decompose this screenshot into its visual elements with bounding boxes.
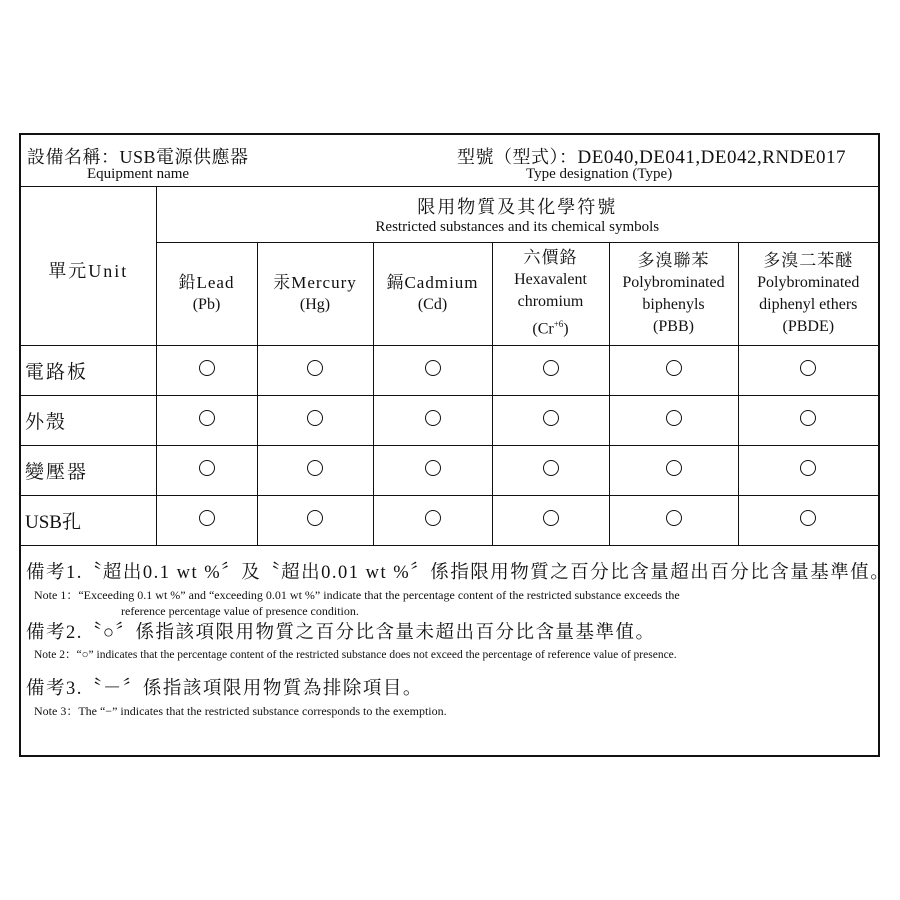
mark-cell xyxy=(257,395,373,445)
substance-name: 鉛Lead xyxy=(178,272,235,292)
type-label: 型號（型式）： xyxy=(457,147,578,167)
substance-mercury xyxy=(257,242,373,345)
substance-table xyxy=(21,187,878,546)
circle-mark-icon xyxy=(800,460,816,476)
mark-cell xyxy=(492,345,609,395)
mark-cell xyxy=(738,445,878,495)
mark-cell xyxy=(156,345,257,395)
note-2-zh: 備考2.〝○〞係指該項限用物質之百分比含量未超出百分比含量基準值。 xyxy=(26,623,656,643)
note-2-en: Note 2：“○” indicates that the percentage content of the restricted substance does not exceed the percentage of reference value of presence. xyxy=(34,649,677,661)
mark-cell xyxy=(156,495,257,545)
circle-mark-icon xyxy=(666,360,682,376)
mark-cell xyxy=(257,345,373,395)
mark-cell xyxy=(609,495,738,545)
unit-header xyxy=(21,187,156,345)
substance-symbol: (Pb) xyxy=(192,295,221,313)
circle-mark-icon xyxy=(307,410,323,426)
table-row xyxy=(21,395,878,445)
substance-name: 汞Mercury xyxy=(273,272,357,292)
substance-pbb xyxy=(609,242,738,345)
mark-cell xyxy=(373,345,492,395)
symbol-superscript: +6 xyxy=(553,318,564,329)
circle-mark-icon xyxy=(425,360,441,376)
substance-en-name: Polybrominated diphenyl ethers xyxy=(757,273,860,313)
mark-cell xyxy=(257,495,373,545)
mark-cell xyxy=(156,445,257,495)
mark-cell xyxy=(738,395,878,445)
circle-mark-icon xyxy=(800,410,816,426)
substance-lead xyxy=(156,242,257,345)
notes-section xyxy=(26,555,891,719)
equipment-name-en: Equipment name xyxy=(87,166,190,182)
substance-symbol: (PBDE) xyxy=(782,317,835,335)
circle-mark-icon xyxy=(800,360,816,376)
mark-cell xyxy=(373,495,492,545)
symbol-base: (Cr xyxy=(532,320,554,338)
substance-en-name: Hexavalent chromium xyxy=(514,270,587,310)
circle-mark-icon xyxy=(425,460,441,476)
row-label-usb-port: USB孔 xyxy=(21,495,156,545)
circle-mark-icon xyxy=(307,460,323,476)
restricted-zh: 限用物質及其化學符號 xyxy=(417,196,618,217)
row-label-housing: 外殼 xyxy=(21,395,156,445)
substance-name: 多溴二苯醚 xyxy=(763,250,854,270)
substance-pbde xyxy=(738,242,878,345)
mark-cell xyxy=(492,395,609,445)
equipment-name-zh: 設備名稱：USB電源供應器 xyxy=(27,147,249,167)
circle-mark-icon xyxy=(199,460,215,476)
mark-cell xyxy=(609,445,738,495)
note-1-en-continued: reference percentage value of presence condition. xyxy=(121,604,359,618)
mark-cell xyxy=(257,445,373,495)
row-label-circuit-board: 電路板 xyxy=(21,345,156,395)
circle-mark-icon xyxy=(543,410,559,426)
restricted-header xyxy=(156,187,878,242)
circle-mark-icon xyxy=(800,510,816,526)
unit-label: 單元Unit xyxy=(48,261,129,281)
substance-cadmium xyxy=(373,242,492,345)
circle-mark-icon xyxy=(199,410,215,426)
substance-symbol xyxy=(493,313,609,340)
note-3-en: Note 3：The “−” indicates that the restricted substance corresponds to the exemption. xyxy=(34,704,447,718)
circle-mark-icon xyxy=(543,510,559,526)
substance-hexavalent-chromium xyxy=(492,242,609,345)
mark-cell xyxy=(738,345,878,395)
type-designation-en: Type designation (Type) xyxy=(526,166,673,182)
substance-name: 多溴聯苯 xyxy=(637,250,710,270)
circle-mark-icon xyxy=(543,460,559,476)
circle-mark-icon xyxy=(666,510,682,526)
mark-cell xyxy=(373,395,492,445)
substance-name: 鎘Cadmium xyxy=(386,272,479,292)
mark-cell xyxy=(156,395,257,445)
mark-cell xyxy=(492,495,609,545)
circle-mark-icon xyxy=(425,510,441,526)
note-1-en: Note 1：“Exceeding 0.1 wt %” and “exceeding 0.01 wt %” indicate that the percentage content of the restricted substance exceeds the xyxy=(34,588,680,602)
circle-mark-icon xyxy=(425,410,441,426)
note-1-zh: 備考1.〝超出0.1 wt %〞及〝超出0.01 wt %〞係指限用物質之百分比含量超出百分比含量基準值。 xyxy=(26,563,891,583)
mark-cell xyxy=(609,395,738,445)
table-row xyxy=(21,345,878,395)
substance-symbol: (Hg) xyxy=(299,295,331,313)
circle-mark-icon xyxy=(666,410,682,426)
substance-symbol: (PBB) xyxy=(653,317,694,335)
substance-name: 六價鉻 xyxy=(523,247,578,267)
rohs-declaration-sheet xyxy=(19,133,891,757)
circle-mark-icon xyxy=(199,360,215,376)
circle-mark-icon xyxy=(307,360,323,376)
header xyxy=(21,135,878,187)
type-models: DE040,DE041,DE042,RNDE017 xyxy=(577,147,846,168)
table-row xyxy=(21,445,878,495)
note-3-zh: 備考3.〝－〞係指該項限用物質為排除項目。 xyxy=(26,679,423,699)
restricted-en: Restricted substances and its chemical symbols xyxy=(375,218,660,235)
mark-cell xyxy=(609,345,738,395)
table-row xyxy=(21,495,878,545)
circle-mark-icon xyxy=(307,510,323,526)
mark-cell xyxy=(373,445,492,495)
row-label-transformer: 變壓器 xyxy=(21,445,156,495)
mark-cell xyxy=(492,445,609,495)
circle-mark-icon xyxy=(543,360,559,376)
mark-cell xyxy=(738,495,878,545)
symbol-end: ) xyxy=(563,320,569,338)
substance-en-name: Polybrominated biphenyls xyxy=(622,273,725,313)
circle-mark-icon xyxy=(666,460,682,476)
substance-symbol: (Cd) xyxy=(417,295,448,313)
circle-mark-icon xyxy=(199,510,215,526)
